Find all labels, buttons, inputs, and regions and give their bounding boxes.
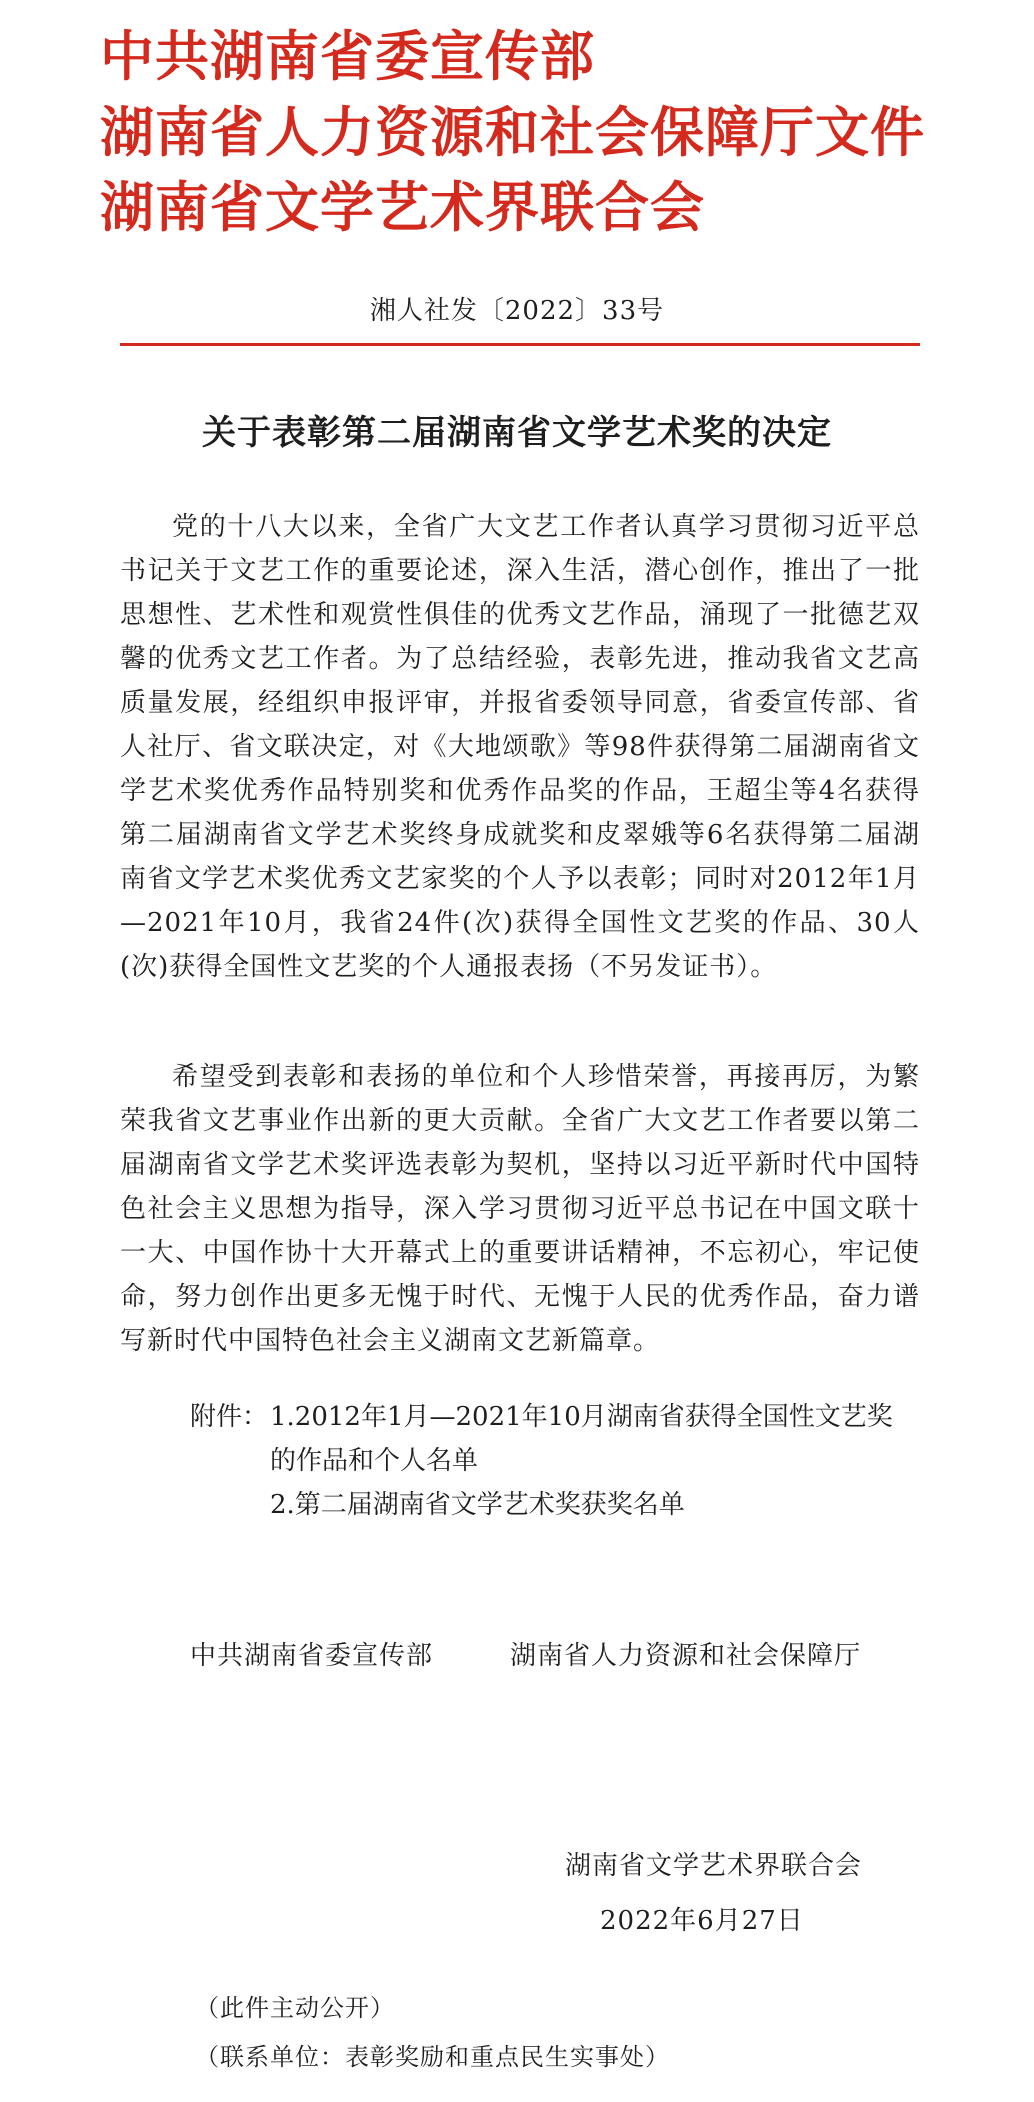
signature-propaganda-dept: 中共湖南省委宣传部: [190, 1641, 434, 1671]
document-title: 关于表彰第二届湖南省文学艺术奖的决定: [202, 413, 832, 453]
body-paragraph-2: 希望受到表彰和表扬的单位和个人珍惜荣誉，再接再厉，为繁荣我省文艺事业作出新的更大贡献。全省广大文艺工作者要以第二届湖南省文学艺术奖评选表彰为契机，坚持以习近平新时代中国特色社会主义思想为指导，深入学习贯彻习近平总书记在中国文联十一大、中国作协十大开幕式上的重要讲话精神，不忘初心，牢记使命，努力创作出更多无愧于时代、无愧于人民的优秀作品，奋力谱写新时代中国特色社会主义湖南文艺新篇章。: [120, 1062, 920, 1356]
issuer-name-1: 中共湖南省委宣传部: [100, 24, 595, 88]
attachment-item-2: 2.第二届湖南省文学艺术奖获奖名单: [270, 1490, 685, 1520]
header-divider: [120, 343, 920, 346]
signature-federation: 湖南省文学艺术界联合会: [565, 1851, 863, 1881]
signature-hr-dept: 湖南省人力资源和社会保障厅: [510, 1641, 862, 1671]
attachments-section: [190, 1395, 910, 1527]
issuer-name-3: 湖南省文学艺术界联合会: [100, 175, 705, 239]
signature-date: 2022年6月27日: [600, 1906, 804, 1936]
issuer-name-2: 湖南省人力资源和社会保障厅文件: [100, 100, 925, 164]
attachment-item-1: 1.2012年1月—2021年10月湖南省获得全国性文艺奖的作品和个人名单: [270, 1402, 893, 1476]
contact-unit-note: （联系单位：表彰奖励和重点民生实事处）: [195, 2043, 670, 2071]
body-paragraph-1: 党的十八大以来，全省广大文艺工作者认真学习贯彻习近平总书记关于文艺工作的重要论述，深入生活，潜心创作，推出了一批思想性、艺术性和观赏性俱佳的优秀文艺作品，涌现了一批德艺双馨的优秀文艺工作者。为了总结经验，表彰先进，推动我省文艺高质量发展，经组织申报评审，并报省委领导同意，省委宣传部、省人社厅、省文联决定，对《大地颂歌》等98件获得第二届湖南省文学艺术奖优秀作品特别奖和优秀作品奖的作品，王超尘等4名获得第二届湖南省文学艺术奖终身成就奖和皮翠娥等6名获得第二届湖南省文学艺术奖优秀文艺家奖的个人予以表彰；同时对2012年1月—2021年10月，我省24件(次)获得全国性文艺奖的作品、30人(次)获得全国性文艺奖的个人通报表扬（不另发证书）。: [120, 512, 920, 982]
document-number: 湘人社发〔2022〕33号: [369, 296, 665, 326]
public-disclosure-note: （此件主动公开）: [195, 1994, 395, 2022]
attachments-label: 附件：: [190, 1402, 269, 1432]
